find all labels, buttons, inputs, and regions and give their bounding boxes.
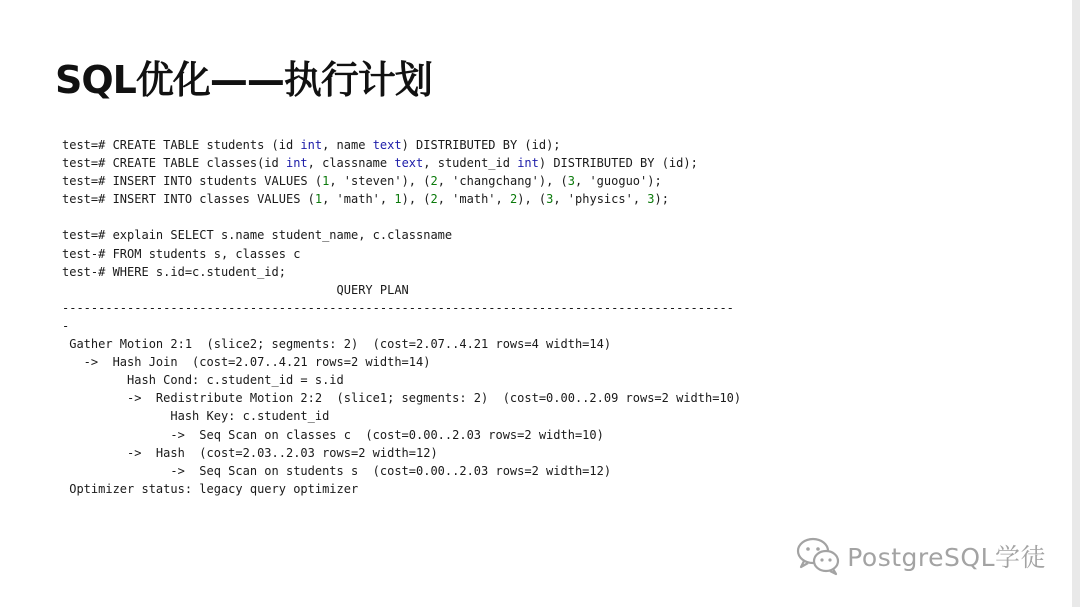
code-line: test-# WHERE s.id=c.student_id; xyxy=(62,264,286,279)
query-plan-divider-wrap: - xyxy=(62,318,70,333)
plan-node: -> Hash (cost=2.03..2.03 rows=2 width=12) xyxy=(62,445,438,460)
plan-node: Hash Cond: c.student_id = s.id xyxy=(62,373,344,388)
query-plan-divider: --------------------------------------------------------------------------------------------- xyxy=(62,300,734,315)
plan-node: -> Hash Join (cost=2.07..4.21 rows=2 width=14) xyxy=(62,355,431,370)
code-line-blank xyxy=(62,208,741,226)
sql-code-block xyxy=(62,136,741,498)
code-line: test=# CREATE TABLE students (id int, name text) DISTRIBUTED BY (id); xyxy=(62,138,561,152)
plan-node: -> Redistribute Motion 2:2 (slice1; segments: 2) (cost=0.00..2.09 rows=2 width=10) xyxy=(62,391,742,406)
slide-title: SQL优化——执行计划 xyxy=(55,58,432,102)
code-line: test=# INSERT INTO classes VALUES (1, 'math', 1), (2, 'math', 2), (3, 'physics', 3); xyxy=(62,192,669,207)
plan-node: Hash Key: c.student_id xyxy=(62,409,330,424)
plan-node: Gather Motion 2:1 (slice2; segments: 2) (cost=2.07..4.21 rows=4 width=14) xyxy=(62,337,612,352)
code-line: test-# FROM students s, classes c xyxy=(62,246,301,261)
code-line: test=# explain SELECT s.name student_name, c.classname xyxy=(62,228,453,243)
plan-node: -> Seq Scan on students s (cost=0.00..2.03 rows=2 width=12) xyxy=(62,463,612,478)
slide-edge-strip xyxy=(1072,0,1080,607)
plan-node: -> Seq Scan on classes c (cost=0.00..2.03 rows=2 width=10) xyxy=(62,427,604,442)
watermark xyxy=(795,536,1046,576)
wechat-icon xyxy=(795,536,841,576)
optimizer-status: Optimizer status: legacy query optimizer xyxy=(62,481,359,496)
query-plan-header: QUERY PLAN xyxy=(62,282,409,297)
code-line: test=# CREATE TABLE classes(id int, classname text, student_id int) DISTRIBUTED BY (id); xyxy=(62,156,698,171)
watermark-text: PostgreSQL学徒 xyxy=(847,543,1046,572)
code-line: test=# INSERT INTO students VALUES (1, 'steven'), (2, 'changchang'), (3, 'guoguo'); xyxy=(62,174,662,189)
